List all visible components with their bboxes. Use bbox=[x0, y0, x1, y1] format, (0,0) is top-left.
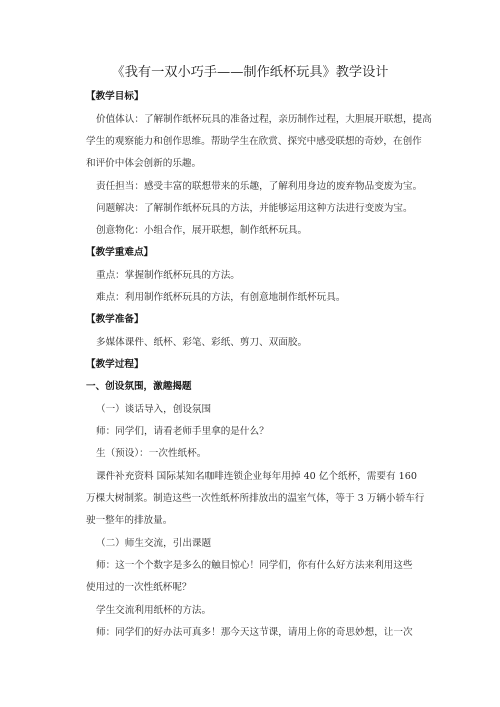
paragraph-line: 使用过的一次性纸杯呢？ bbox=[86, 582, 192, 593]
paragraph-line: 多媒体课件、纸杯、彩笔、彩纸、剪刀、双面胶。 bbox=[96, 337, 308, 348]
paragraph-line: 价值体认：了解制作纸杯玩具的准备过程，亲历制作过程，大胆展开联想，提高 bbox=[96, 114, 432, 125]
paragraph-line: 师：这一个个数字是多么的触目惊心！同学们，你有什么好方法来利用这些 bbox=[96, 560, 413, 571]
paragraph-line: （二）师生交流，引出课题 bbox=[96, 538, 212, 549]
paragraph-line: 生（预设）：一次性纸杯。 bbox=[96, 448, 207, 459]
paragraph-line: 责任担当：感受丰富的联想带来的乐趣，了解利用身边的废弃物品变废为宝。 bbox=[96, 181, 423, 192]
section-heading-objectives: 【教学目标】 bbox=[86, 91, 144, 102]
paragraph-line: 师：同学们的好办法可真多！那今天这节课，请用上你的奇思妙想，让一次 bbox=[96, 627, 413, 638]
paragraph-line: 难点：利用制作纸杯玩具的方法，有创意地制作纸杯玩具。 bbox=[96, 292, 346, 303]
subsection-heading: 一、创设氛围，激趣揭题 bbox=[86, 381, 192, 392]
paragraph-line: 驶一整年的排放量。 bbox=[86, 515, 173, 526]
paragraph-line: 问题解决：了解制作纸杯玩具的方法，并能够运用这种方法进行变废为宝。 bbox=[96, 203, 413, 214]
document-title: 《我有一双小巧手——制作纸杯玩具》教学设计 bbox=[111, 65, 389, 80]
paragraph-line: 课件补充资料 国际某知名咖啡连锁企业每年用掉 40 亿个纸杯，需要有 160 bbox=[96, 471, 417, 482]
paragraph-line: 和评价中体会创新的乐趣。 bbox=[86, 158, 202, 169]
paragraph-line: 万棵大树制浆。制造这些一次性纸杯所排放出的温室气体，等于 3 万辆小轿车行 bbox=[86, 493, 425, 504]
paragraph-line: 学生交流利用纸杯的方法。 bbox=[96, 605, 212, 616]
section-heading-process: 【教学过程】 bbox=[86, 359, 144, 370]
paragraph-line: 创意物化：小组合作，展开联想，制作纸杯玩具。 bbox=[96, 225, 308, 236]
paragraph-line: （一）谈话导入，创设氛围 bbox=[96, 404, 212, 415]
paragraph-line: 学生的观察能力和创作思维。帮助学生在欣赏、探究中感受联想的奇妙，在创作 bbox=[86, 136, 422, 147]
section-heading-preparation: 【教学准备】 bbox=[86, 314, 144, 325]
paragraph-line: 重点：掌握制作纸杯玩具的方法。 bbox=[96, 270, 240, 281]
paragraph-line: 师：同学们，请看老师手里拿的是什么？ bbox=[96, 426, 269, 437]
section-heading-key-points: 【教学重难点】 bbox=[86, 247, 154, 258]
